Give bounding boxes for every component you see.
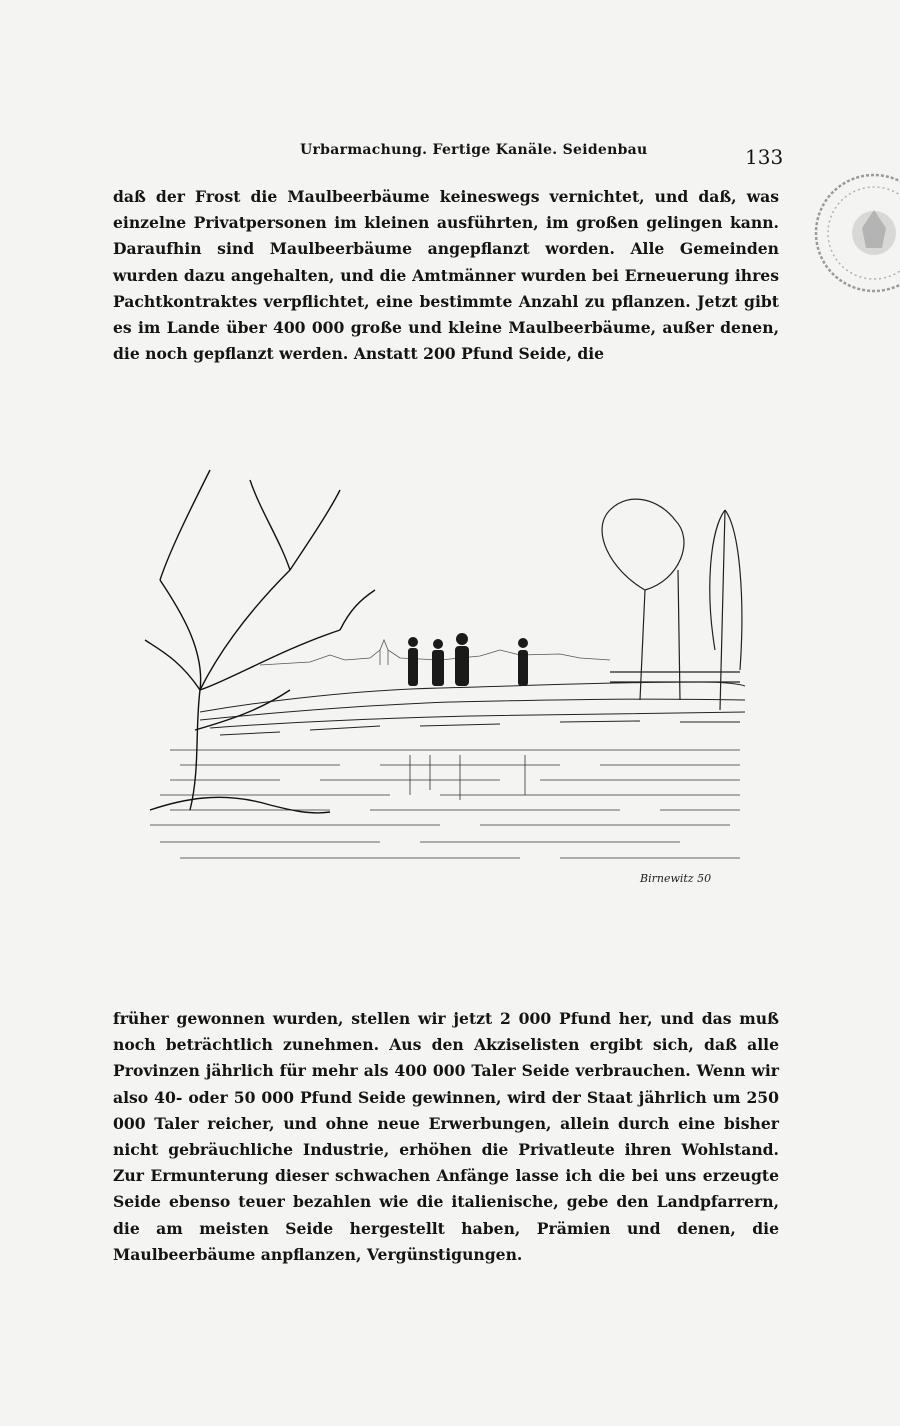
river (150, 750, 740, 858)
library-stamp (812, 148, 900, 318)
running-head: Urbarmachung. Fertige Kanäle. Seidenbau (300, 142, 648, 158)
poplar-trees (602, 499, 742, 710)
engraver-signature: Birnewitz 50 (640, 872, 712, 885)
paragraph-bottom: früher gewonnen wurden, stellen wir jetzt 2 000 Pfund her, und das muß noch beträchtlich zunehmen. Aus den Akziselisten ergibt sich, daß alle Provinzen jährlich für mehr als 400 000 Taler Seide verbrauchen. Wenn wir also 40- oder 50 000 Pfund Seide gewinnen, wird der Staat jährlich um 250 000 Taler reicher, und ohne neue Erwerbungen, allein durch eine bisher nicht gebräuchliche Industrie, erhöhen die Privatleute ihren Wohlstand. Zur Ermunterung dieser schwachen Anfänge lasse ich die bei uns erzeugte Seide ebenso teuer bezahlen wie die italienische, gebe den Landpfarrern, die am meisten Seide hergestellt haben, Prämien und denen, die Maulbeerbäume anpflanzen, Vergünstigungen. (113, 1009, 779, 1264)
paragraph-top: daß der Frost die Maulbeerbäume keineswegs vernichtet, und daß, was einzelne Privatpersonen im kleinen ausführten, im großen gelingen kann. Daraufhin sind Maulbeerbäume angepflanzt worden. Alle Gemeinden wurden dazu angehalten, und die Amtmänner wurden bei Erneuerung ihres Pachtkontraktes verpflichtet, eine bestimmte Anzahl zu pflanzen. Jetzt gibt es im Lande über 400 000 große und kleine Maulbeerbäume, außer denen, die noch gepflanzt werden. Anstatt 200 Pfund Seide, die (113, 187, 779, 364)
embankment (200, 682, 745, 735)
willow-tree (145, 470, 375, 813)
page-number: 133 (745, 145, 784, 169)
engraving-river-landscape (140, 450, 750, 895)
